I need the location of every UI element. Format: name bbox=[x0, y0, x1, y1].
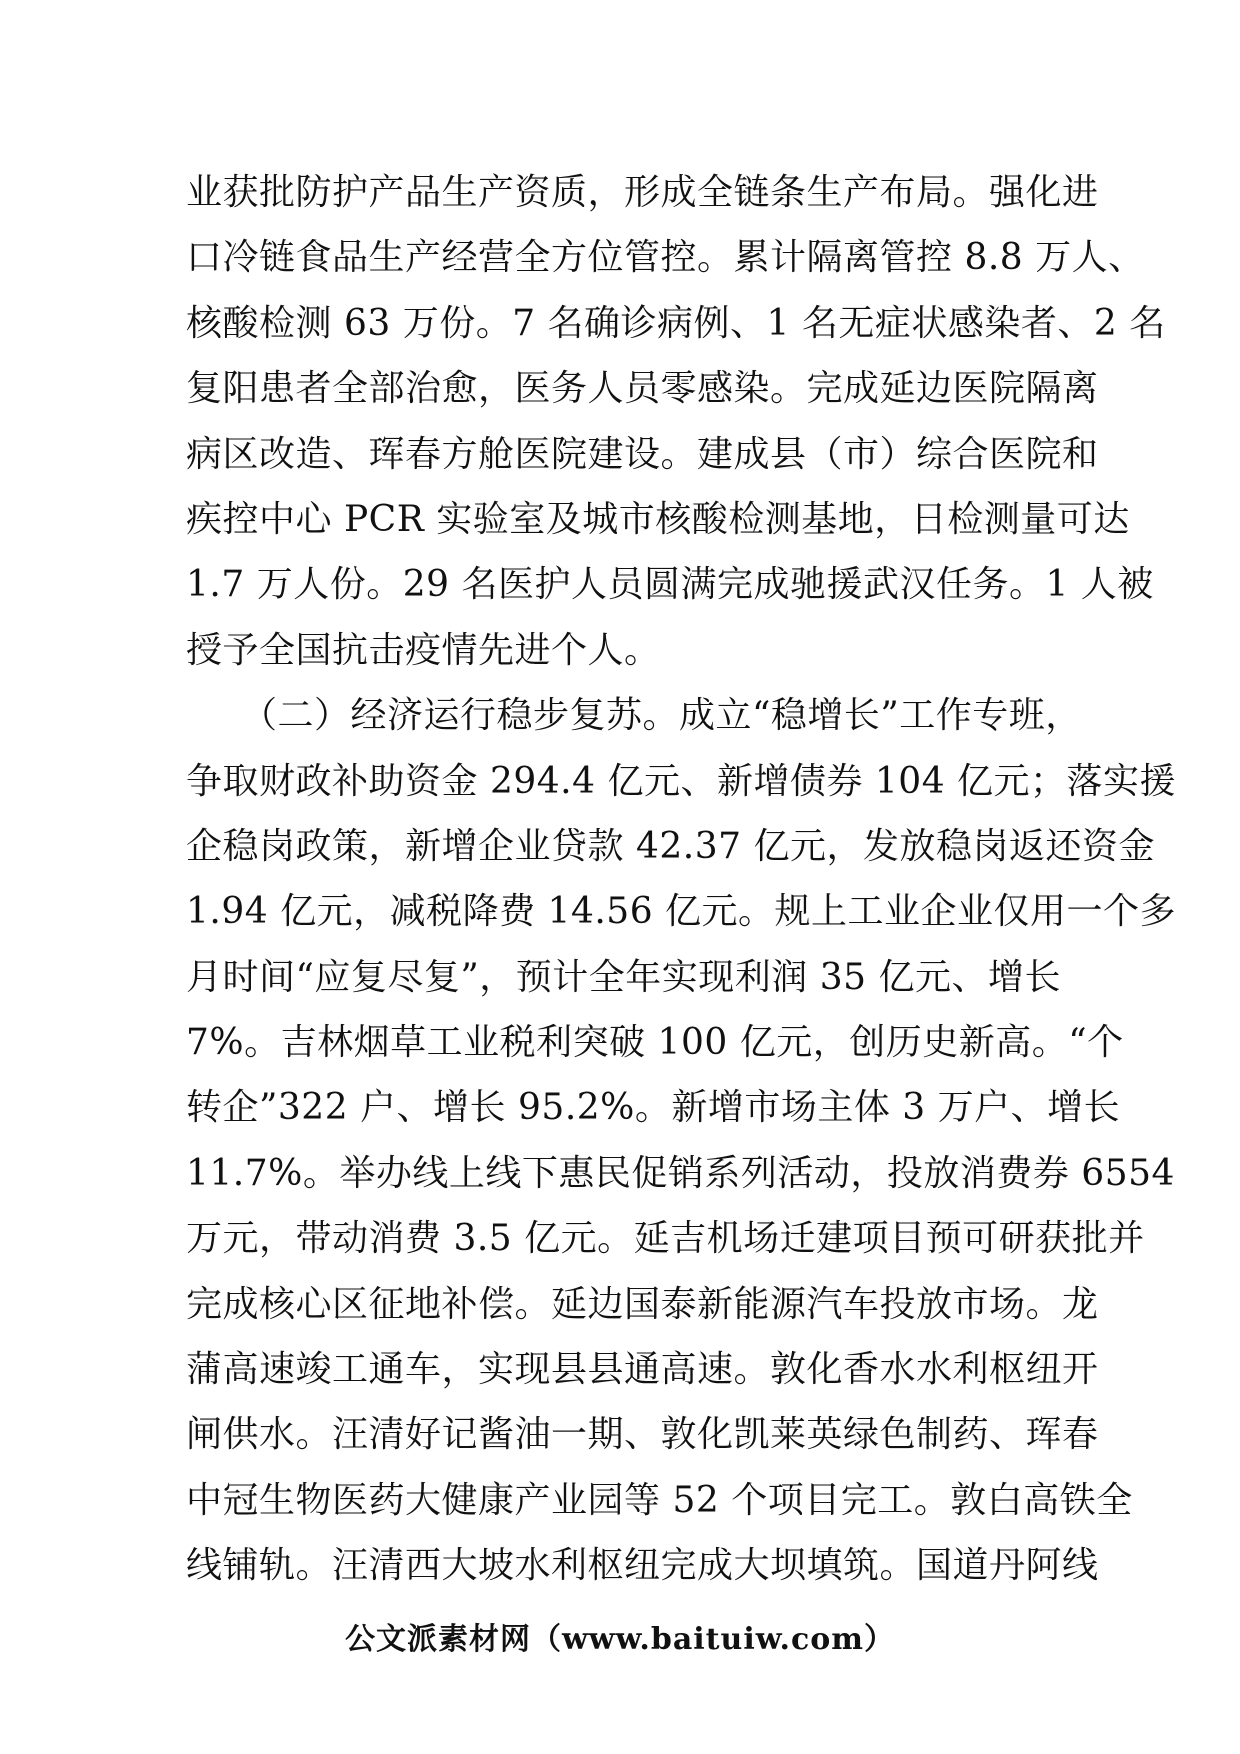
text-line: 线铺轨。汪清西大坡水利枢纽完成大坝填筑。国道丹阿线 bbox=[186, 1545, 1099, 1587]
text-line: 授予全国抗击疫情先进个人。 bbox=[186, 629, 661, 671]
text-line: 企稳岗政策，新增企业贷款 42.37 亿元，发放稳岗返还资金 bbox=[186, 825, 1155, 867]
text-line: 7%。吉林烟草工业税利突破 100 亿元，创历史新高。“个 bbox=[186, 1022, 1124, 1064]
text-line: 1.7 万人份。29 名医护人员圆满完成驰援武汉任务。1 人被 bbox=[186, 564, 1154, 606]
text-line: 完成核心区征地补偿。延边国泰新能源汽车投放市场。龙 bbox=[186, 1283, 1099, 1325]
text-line: 业获批防护产品生产资质，形成全链条生产布局。强化进 bbox=[186, 172, 1099, 213]
text-line: 口冷链食品生产经营全方位管控。累计隔离管控 8.8 万人、 bbox=[186, 237, 1145, 279]
text-line: 万元，带动消费 3.5 亿元。延吉机场迁建项目预可研获批并 bbox=[186, 1218, 1145, 1260]
text-line: 疾控中心 PCR 实验室及城市核酸检测基地，日检测量可达 bbox=[186, 498, 1130, 540]
text-line: 闸供水。汪清好记酱油一期、敦化凯莱英绿色制药、珲春 bbox=[186, 1414, 1099, 1456]
text-line: 转企”322 户、增长 95.2%。新增市场主体 3 万户、增长 bbox=[186, 1087, 1121, 1129]
text-line: 病区改造、珲春方舱医院建设。建成县（市）综合医院和 bbox=[186, 433, 1099, 475]
text-line: 中冠生物医药大健康产业园等 52 个项目完工。敦白高铁全 bbox=[186, 1479, 1133, 1521]
footer-watermark: 公文派素材网（www.baituiw.com） bbox=[344, 1622, 896, 1657]
text-line: 月时间“应复尽复”，预计全年实现利润 35 亿元、增长 bbox=[186, 956, 1062, 998]
text-line: 11.7%。举办线上线下惠民促销系列活动，投放消费券 6554 bbox=[186, 1152, 1175, 1194]
body-text bbox=[186, 160, 1177, 1599]
text-line: 核酸检测 63 万份。7 名确诊病例、1 名无症状感染者、2 名 bbox=[186, 302, 1166, 344]
text-line: 争取财政补助资金 294.4 亿元、新增债券 104 亿元；落实援 bbox=[186, 760, 1177, 802]
text-line: 蒲高速竣工通车，实现县县通高速。敦化香水水利枢纽开 bbox=[186, 1349, 1099, 1391]
text-line: 复阳患者全部治愈，医务人员零感染。完成延边医院隔离 bbox=[186, 368, 1099, 410]
text-line: 1.94 亿元，减税降费 14.56 亿元。规上工业企业仅用一个多 bbox=[186, 891, 1177, 933]
section-heading-line: （二）经济运行稳步复苏。成立“稳增长”工作专班， bbox=[186, 695, 1082, 737]
